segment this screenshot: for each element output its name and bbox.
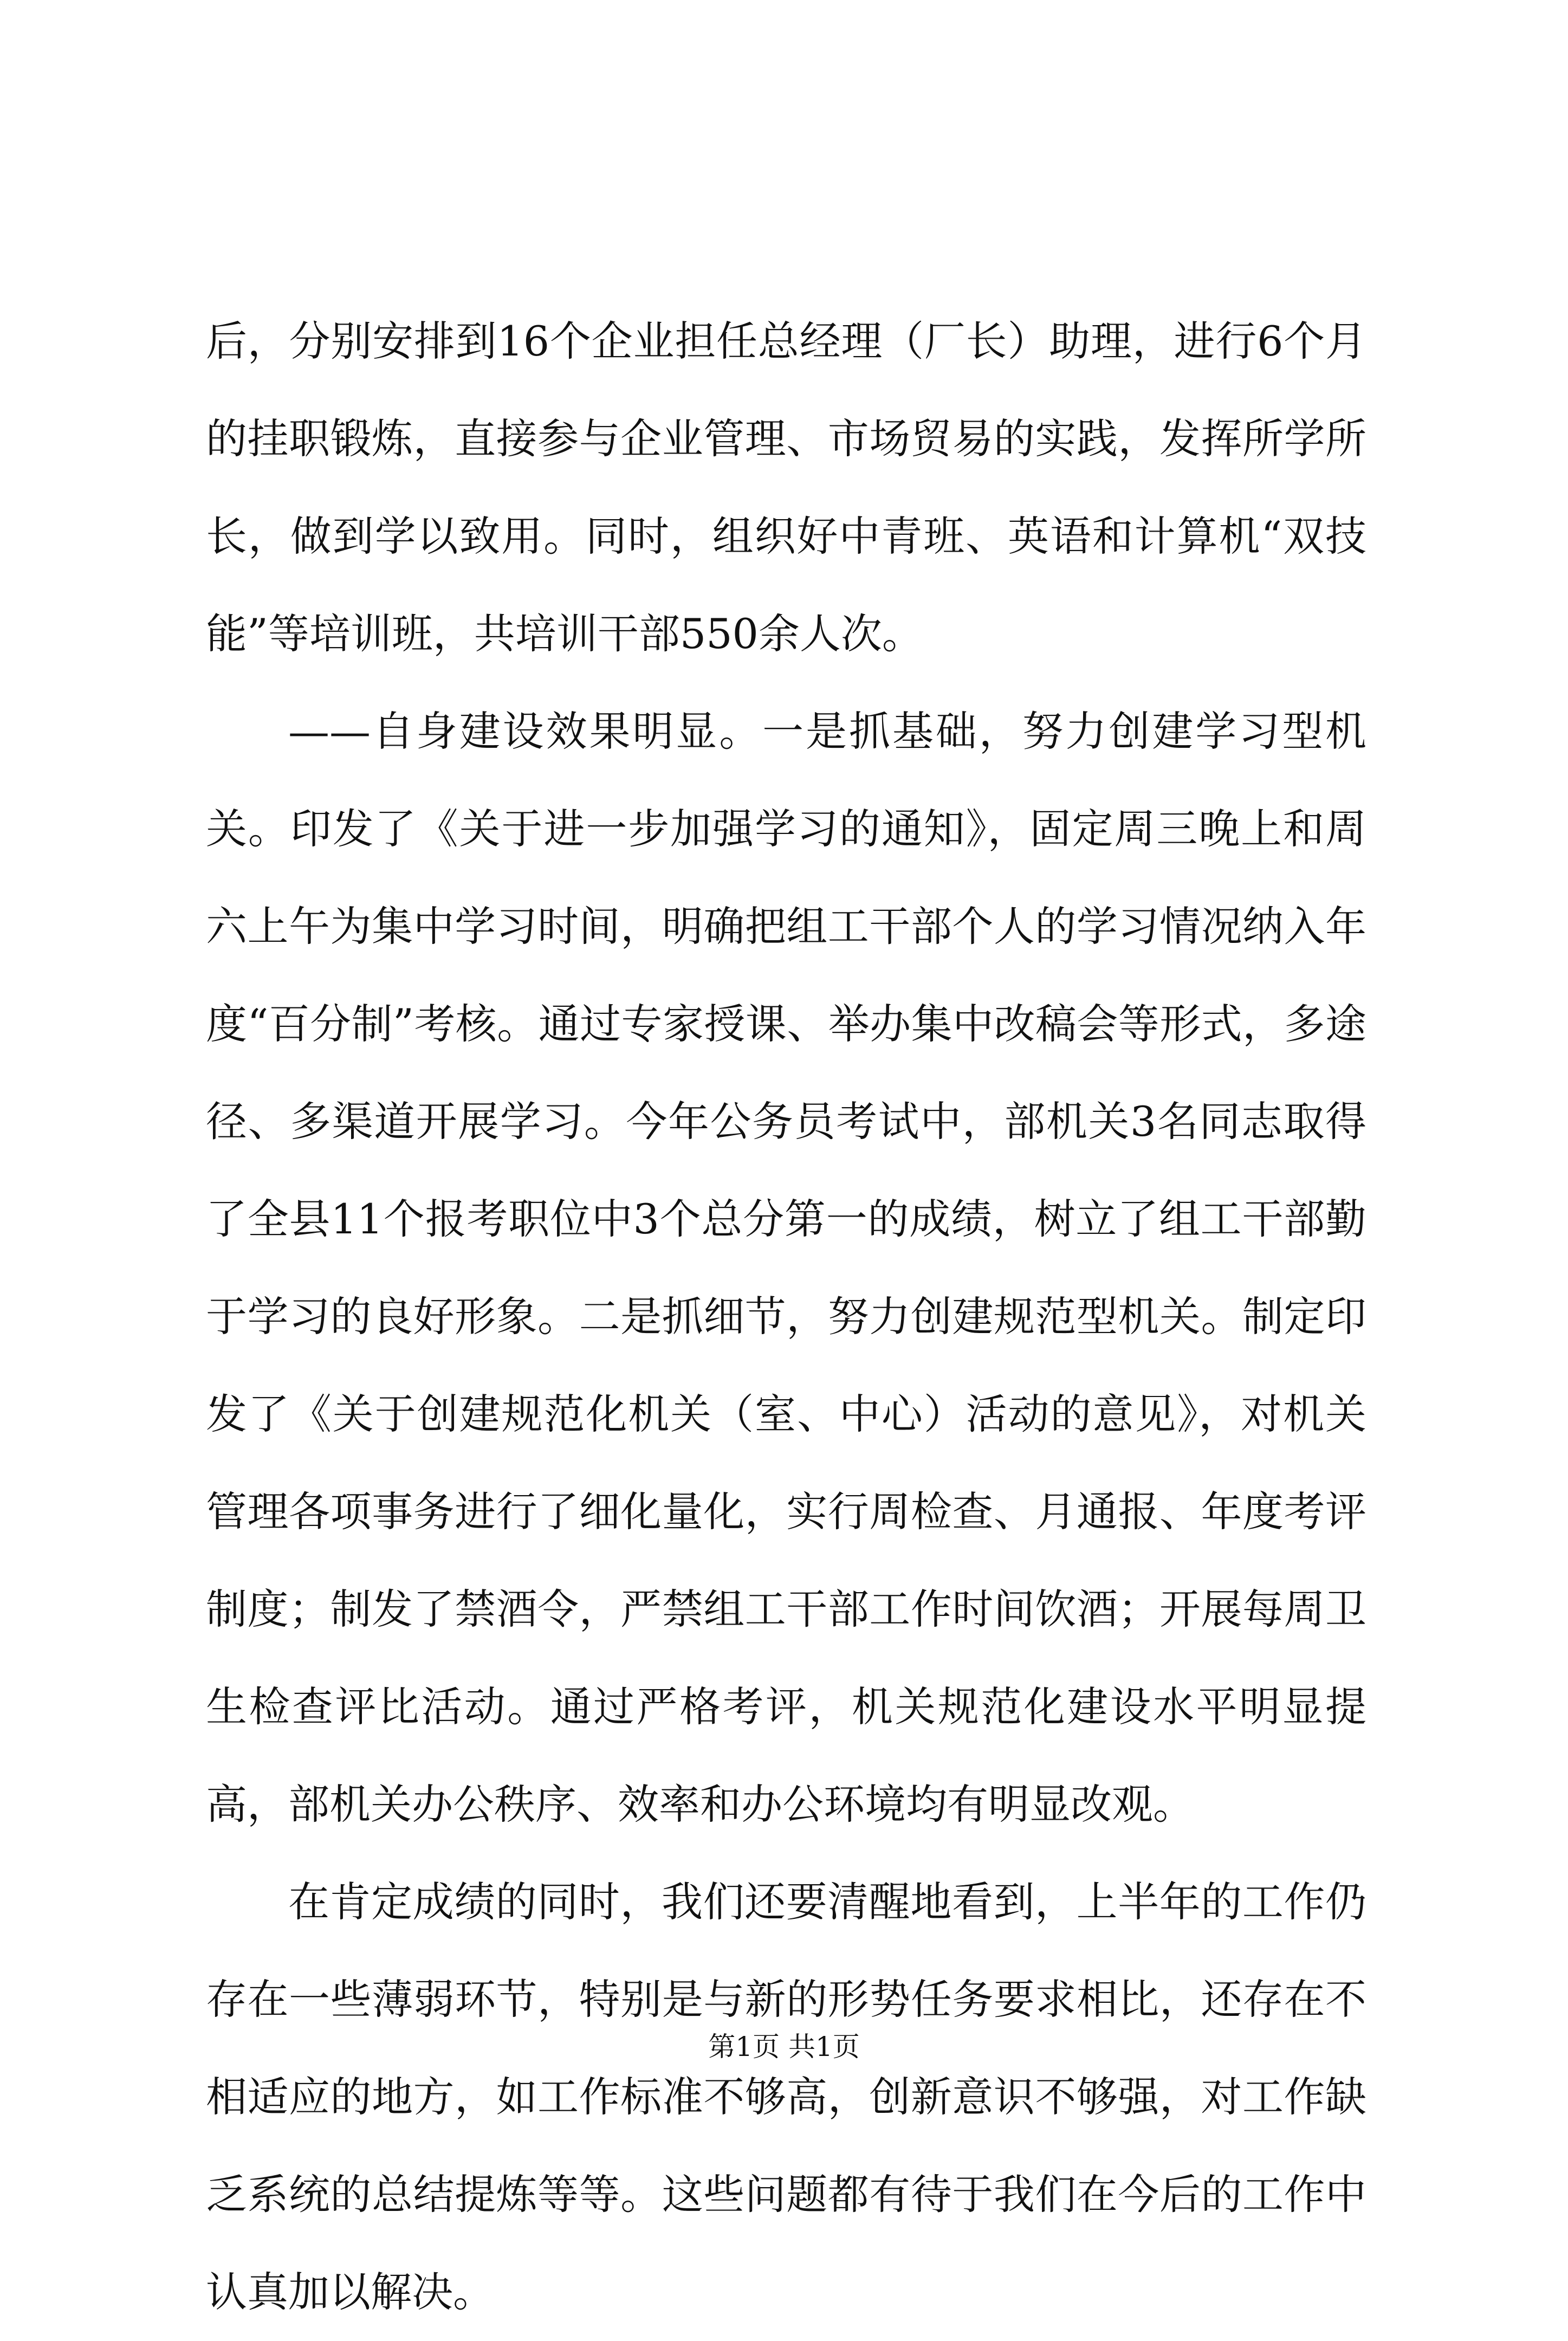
page-number-footer: 第1页 共1页 xyxy=(708,2031,860,2062)
paragraph-shortcomings: 在肯定成绩的同时，我们还要清醒地看到，上半年的工作仍存在一些薄弱环节，特别是与新的形势任务要求相比，还存在不相适应的地方，如工作标准不够高，创新意识不够强，对工作缺乏系统的总结提炼等等。这些问题都有待于我们在今后的工作中认真加以解决。 xyxy=(206,1878,1366,2316)
paragraph-continuation: 后，分别安排到16个企业担任总经理（厂长）助理，进行6个月的挂职锻炼，直接参与企业管理、市场贸易的实践，发挥所学所长，做到学以致用。同时，组织好中青班、英语和计算机“双技能”等培训班，共培训干部550余人次。 xyxy=(206,317,1366,658)
paragraph-self-construction: ——自身建设效果明显。一是抓基础，努力创建学习型机关。印发了《关于进一步加强学习的通知》，固定周三晚上和周六上午为集中学习时间，明确把组工干部个人的学习情况纳入年度“百分制”考核。通过专家授课、举办集中改稿会等形式，多途径、多渠道开展学习。今年公务员考试中，部机关3名同志取得了全县11个报考职位中3个总分第一的成绩，树立了组工干部勤于学习的良好形象。二是抓细节，努力创建规范型机关。制定印发了《关于创建规范化机关（室、中心）活动的意见》，对机关管理各项事务进行了细化量化，实行周检查、月通报、年度考评制度；制发了禁酒令，严禁组工干部工作时间饮酒；开展每周卫生检查评比活动。通过严格考评，机关规范化建设水平明显提高，部机关办公秩序、效率和办公环境均有明显改观。 xyxy=(206,707,1366,1828)
